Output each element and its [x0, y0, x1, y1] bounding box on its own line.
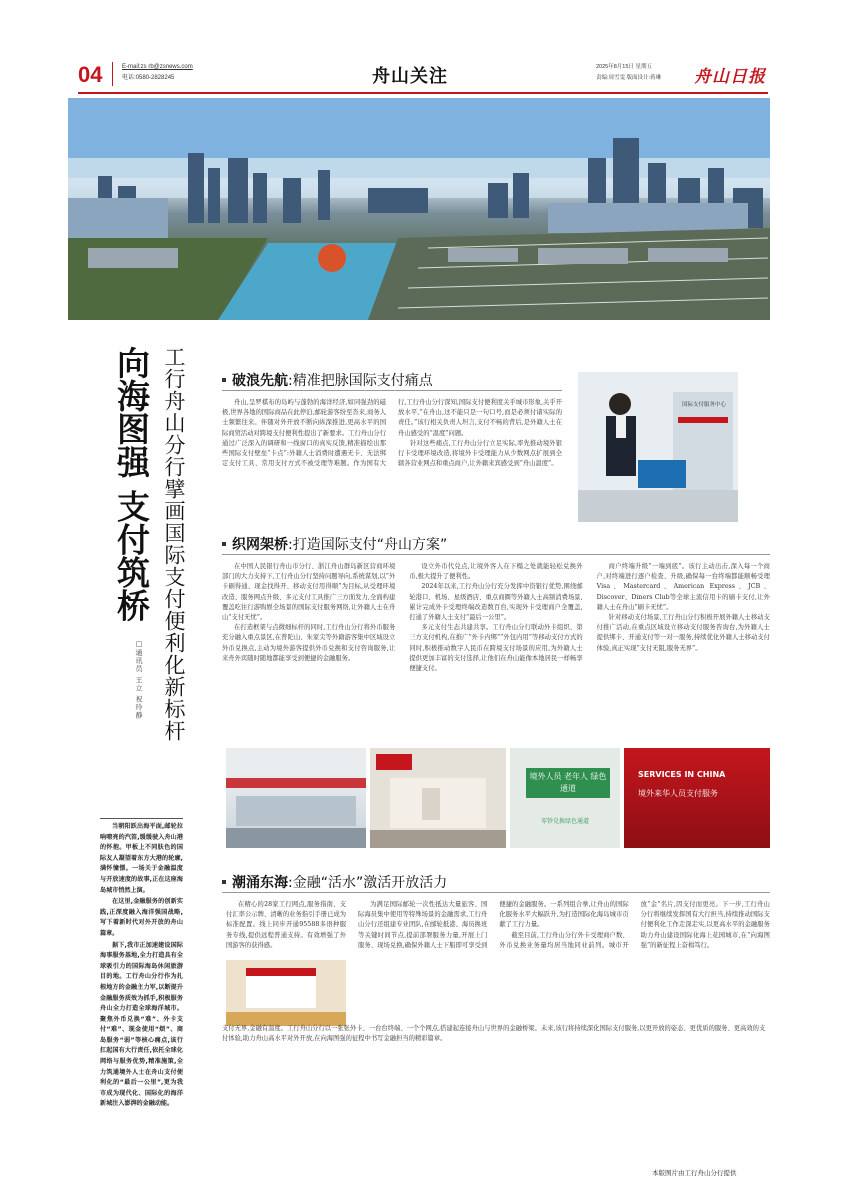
- paragraph: 设立外币代兑点,让境外客人在下榻之处就能轻松兑换外币,极大提升了便利性。: [409, 563, 583, 581]
- paragraph: 2024年以来,工行舟山分行充分发挥中资银行优势,围绕邮轮港口、机场、星级酒店、重点商圈等外籍人士高频消费场景,累计完成外卡受理终端改造数百台,实现外卡受理商户全覆盖,打通了外籍人士支付“最后一公里”。: [409, 583, 583, 622]
- intro-sidebar: [100, 822, 183, 1111]
- main-headline: 向海图强 支付筑桥: [112, 346, 151, 622]
- section-divider: [222, 390, 562, 391]
- sidebar-paragraph: 当朝阳跃出海平面,邮轮拉响嘹亮的汽笛,缓缓驶入舟山港的怀抱。甲板上不同肤色的国际友人凝望着东方大港的轮廓,满怀憧憬。一场关于金融温度与开放速度的故事,正在这座海岛城市悄然上演。: [100, 823, 183, 894]
- paragraph: 为满足国际邮轮一次性抵达大量旅客、国际海员集中使用等特殊场景的金融需求,工行舟山分行还组建专业团队,在邮轮抵港、海员换班等关键时间节点,提前部署服务力量,开展上门服务、现场兑换,确保外籍人士下船即可享受到便捷的金融服务。一系列组合拳,让舟山的国际化服务水平大幅跃升,为打造国际化海岛城市贡献了工行力量。: [358, 901, 629, 949]
- closing-summary: 支付无界,金融有温度。工行舟山分行以一张张外卡、一台台终端、一个个网点,搭建起连接舟山与世界的金融桥梁。未来,该行将持续深化国际支付服务,以更开放的姿态、更优质的服务、更高效的支付体验,助力舟山高水平对外开放,在向海图强的征程中书写金融担当的精彩篇章。: [222, 1025, 766, 1043]
- section-marker: [222, 880, 226, 884]
- paragraph: 针对这些痛点,工行舟山分行立足实际,率先推动境外银行卡受理环境改造,将境外卡受理能力从少数网点扩展到全辖各营业网点和重点商户,让外籍来宾感受到“舟山温度”。: [398, 439, 562, 468]
- booth-label: 境外来华人员支付服务: [638, 789, 718, 798]
- paragraph: 在精心的28家工行网点,服务指南、支付汇率公示牌、清晰的业务指引手册已成为标准配置。线上同步开通95588多语种服务专线,提供远程普通支持。有效增强了外国游客的获得感。: [226, 901, 346, 949]
- header-rule: [78, 92, 768, 94]
- section-2-title-bold: 织网架桥: [232, 537, 288, 553]
- section-3-body-a: [226, 900, 346, 958]
- section-1-heading: [232, 370, 433, 390]
- section-marker: [222, 542, 226, 546]
- green-channel-sign-photo: [510, 748, 620, 848]
- paragraph: 多元支付生态共建共享。工行舟山分行联动外卡组织、第三方支付机构,在推广“外卡内绑”“外包内用”等移动支付方式的同时,积极推动数字人民币在跨境支付场景的应用,为外籍人士提供更加丰富的支付选择,让他们在舟山能像本地居民一样畅享便捷支付。: [409, 624, 583, 673]
- payment-guide-illustration: [226, 960, 346, 1026]
- phone-text: 电话:0580-2828245: [122, 75, 175, 81]
- section-1-title-bold: 破浪先航: [232, 373, 288, 389]
- paragraph: 商户终端升级“一端到底”。该行主动出击,深入每一个商户,对终端进行逐户检查、升级,确保每一台终端都能顺畅受理Visa、Mastercard、American Express、JCB、Discover、Diners Club等全球主流信用卡的刷卡支付,让外籍人士在舟山“刷卡无忧”。: [596, 563, 770, 611]
- editor-text: 责编:周雪雯 版面设计:蒋琳: [596, 75, 662, 81]
- date-text: 2025年8月15日 星期五: [596, 64, 652, 70]
- hero-cityscape-photo: [68, 98, 770, 320]
- sidebar-paragraph: 据下,我市正加速建设国际海事服务基地,全力打造具有全球吸引力的国际海岛休闲旅游目的地。工行舟山分行作为扎根地方的金融主力军,以断提升金融服务质效为抓手,积极服务舟山全力打造全球海洋城市。聚焦外币兑换“难”、外卡支付“难”、现金使用“烦”、商岛服务“弱”等核心痛点,该行扛起国有大行责任,依托全球化网络与服务优势,精准施策,全力筑通境外人士在舟山支付便利化的“最后一公里”,更为我市成为现代化、国际化的海洋新城注入澎湃的金融动能。: [100, 941, 183, 1108]
- header-divider: [112, 62, 113, 86]
- sidebar-paragraph: 在这里,金融服务的创新实践,正深度融入海洋强国战略,写下着新时代对外开放的舟山篇章。: [100, 898, 183, 937]
- section-3-body-b: [358, 900, 770, 1020]
- byline: □通讯员 王立 祝玲静: [135, 640, 143, 720]
- service-center-sign: 国际支付服务中心: [681, 402, 726, 408]
- icbc-branch-illustration: [370, 748, 506, 848]
- section-1-body: [222, 398, 562, 518]
- section-title: 舟山关注: [372, 66, 448, 87]
- paragraph: 针对移动支付场景,工行舟山分行积极开展外籍人士移动支付推广活动,在重点区域设立移动支付服务咨询台,为外籍人士提供绑卡、开通支付等一对一服务,持续优化外籍人士移动支付体验,真正实现“支付无阻,服务无界”。: [596, 614, 770, 652]
- service-center-illustration: [578, 372, 738, 522]
- paragraph: 在打造框架与点微细标杆的同时,工行舟山分行将外币服务充分融入重点景区,在普陀山、朱家尖等外籍游客集中区域设立外币兑换点,主动为境外游客提供外币兑换和支付咨询服务,让来舟外宾随时随地都能享受到便捷的金融服务。: [222, 624, 396, 662]
- section-marker: [222, 378, 226, 382]
- section-2-heading: [232, 534, 447, 554]
- header-meta: [596, 62, 661, 84]
- section-3-title-rest: :金融“活水”激活开放活力: [288, 875, 448, 891]
- section-1-title-rest: :精准把脉国际支付痛点: [288, 373, 433, 389]
- payment-guide-photo: [226, 960, 346, 1026]
- page-number: 04: [78, 62, 103, 87]
- sub-headline: 工行舟山分行擘画国际支付便利化新标杆: [162, 346, 186, 742]
- section-divider: [222, 892, 770, 893]
- sidebar-rule: [100, 818, 183, 819]
- services-in-china-label: SERVICES IN CHINA: [638, 770, 726, 779]
- service-center-photo: [578, 372, 738, 522]
- photo-credit: 本版图片由工行舟山分行提供: [652, 1170, 737, 1177]
- paragraph: 舟山,呈罗棋布的岛屿与蓬勃的海洋经济,如同强劲的磁极,世界各地的国际商品在此停泊,邮轮游客纷至沓来,商务人士频繁往来。伴随对外开放不断向纵深推进,更高水平的国际商贸活动对跨境支付便利性提出了新要求。工行舟山分行通过广泛深入的调研和一线窗口的真实反馈,精准描绘出那些国际支付壁垒“卡点”:外籍人士消费时遭遇无卡、无法绑定支付工具、常用支付方式不被受理等难题。作为国有大行,工行舟山分行深知,国际支付便利度关乎城市形象,关乎开放水平,“在舟山,这不能只是一句口号,而是必须付诸实际的责任。”该行相关负责人坦言,支付不畅的背后,是外籍人士在舟山感受的“温度”问题。: [222, 399, 562, 468]
- cityscape-illustration: [68, 98, 770, 320]
- section-2-body: [222, 562, 770, 738]
- email-text: E-mail:zs rb@zsnews.com: [122, 64, 193, 70]
- section-3-title-bold: 潮涌东海: [232, 875, 288, 891]
- paragraph: 截至目前,工行舟山分行外卡受理商户数、外币兑换业务量均居当地同业前列。城市开放“金”名片,因支付而更亮。下一步,工行舟山分行将继续发挥国有大行担当,持续推动国际支付便利化工作走深走实,以更高水平的金融服务助力舟山建设国际化海上花园城市,在“向海图强”的新征程上奋楫笃行。: [499, 901, 770, 949]
- paragraph: 在中国人民银行舟山市分行、浙江舟山群岛新区营商环境部门的大力支持下,工行舟山分行坚持问题导向,系统谋划,以“外卡刷得通、现金找得开、移动支付用得顺”为目标,从受理环境改造、服务网点升级、多元支付工具推广三方面发力,全面构建覆盖吃住行游购娱全场景的国际支付服务网络,让外籍人士在舟山“支付无忧”。: [222, 563, 396, 622]
- masthead-logo: 舟山日报: [694, 67, 766, 87]
- elderly-channel-sign: 境外人员 老年人 绿色通道: [526, 768, 610, 798]
- bank-counter-photo: [226, 748, 366, 848]
- section-divider: [222, 554, 770, 555]
- section-2-title-rest: :打造国际支付“舟山方案”: [288, 537, 448, 553]
- header-contact: [122, 62, 193, 84]
- payment-service-booth-photo: [624, 748, 770, 848]
- green-channel-sign: 零钞兑换绿色通道: [540, 818, 589, 825]
- section-3-heading: [232, 872, 447, 892]
- icbc-branch-photo: [370, 748, 506, 848]
- bank-counter-illustration: [226, 748, 366, 848]
